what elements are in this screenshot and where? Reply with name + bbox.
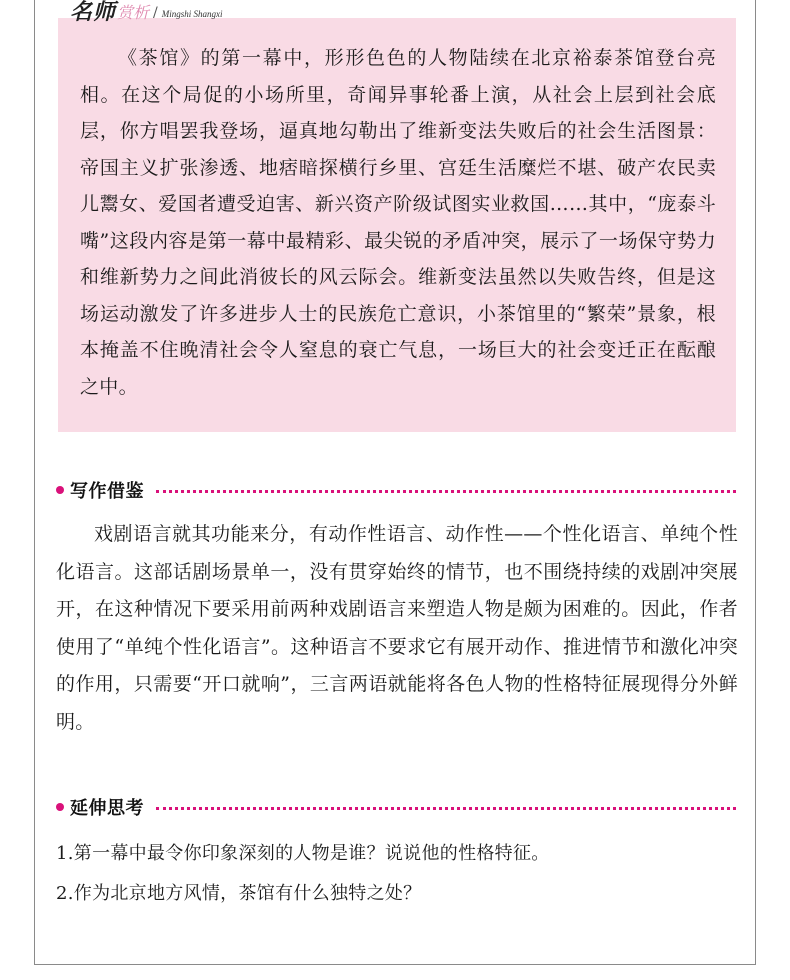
- dotted-divider: [156, 807, 736, 810]
- header-title-accent: 赏析: [117, 3, 150, 22]
- header-title-main: 名师: [70, 0, 117, 25]
- dotted-divider: [156, 490, 736, 493]
- question-item: 2.作为北京地方风情，茶馆有什么独特之处？: [56, 883, 422, 904]
- header-slash-divider: /: [153, 5, 158, 21]
- bullet-dot-icon: [56, 486, 64, 494]
- writing-paragraph: 戏剧语言就其功能来分，有动作性语言、动作性——个性化语言、单纯个性化语言。这部话剧场景单一，没有贯穿始终的情节，也不围绕持续的戏剧冲突展开，在这种情况下要采用前两种戏剧语言来塑造人物是颇为困难的。因此，作者使用了“单纯个性化语言”。这种语言不要求它有展开动作、推进情节和激化冲突的作用，只需要“开口就响”，三言两语就能将各色人物的性格特征展现得分外鲜明。: [56, 523, 738, 733]
- bullet-dot-icon: [56, 803, 64, 811]
- thinking-section-title: 延伸思考: [70, 798, 144, 819]
- appreciation-paragraph: 《茶馆》的第一幕中，形形色色的人物陆续在北京裕泰茶馆登台亮相。在这个局促的小场所里，奇闻异事轮番上演，从社会上层到社会底层，你方唱罢我登场，逼真地勾勒出了维新变法失败后的社会生活图景：帝国主义扩张渗透、地痞暗探横行乡里、宫廷生活糜烂不堪、破产农民卖儿鬻女、爱国者遭受迫害、新兴资产阶级试图实业救国……其中，“庞泰斗嘴”这段内容是第一幕中最精彩、最尖锐的矛盾冲突，展示了一场保守势力和维新势力之间此消彼长的风云际会。维新变法虽然以失败告终，但是这场运动激发了许多进步人士的民族危亡意识，小茶馆里的“繁荣”景象，根本掩盖不住晚清社会令人窒息的衰亡气息，一场巨大的社会变迁正在酝酿之中。: [80, 47, 716, 398]
- appreciation-box: [58, 18, 736, 432]
- thinking-section-heading: [56, 794, 736, 820]
- writing-section-heading: [56, 477, 736, 503]
- header-pinyin: Mingshi Shangxi: [161, 9, 223, 19]
- writing-section-title: 写作借鉴: [70, 481, 144, 502]
- question-list: [56, 834, 736, 914]
- question-item: 1.第一幕中最令你印象深刻的人物是谁？说说他的性格特征。: [56, 843, 550, 864]
- section-header-tag: [70, 0, 223, 25]
